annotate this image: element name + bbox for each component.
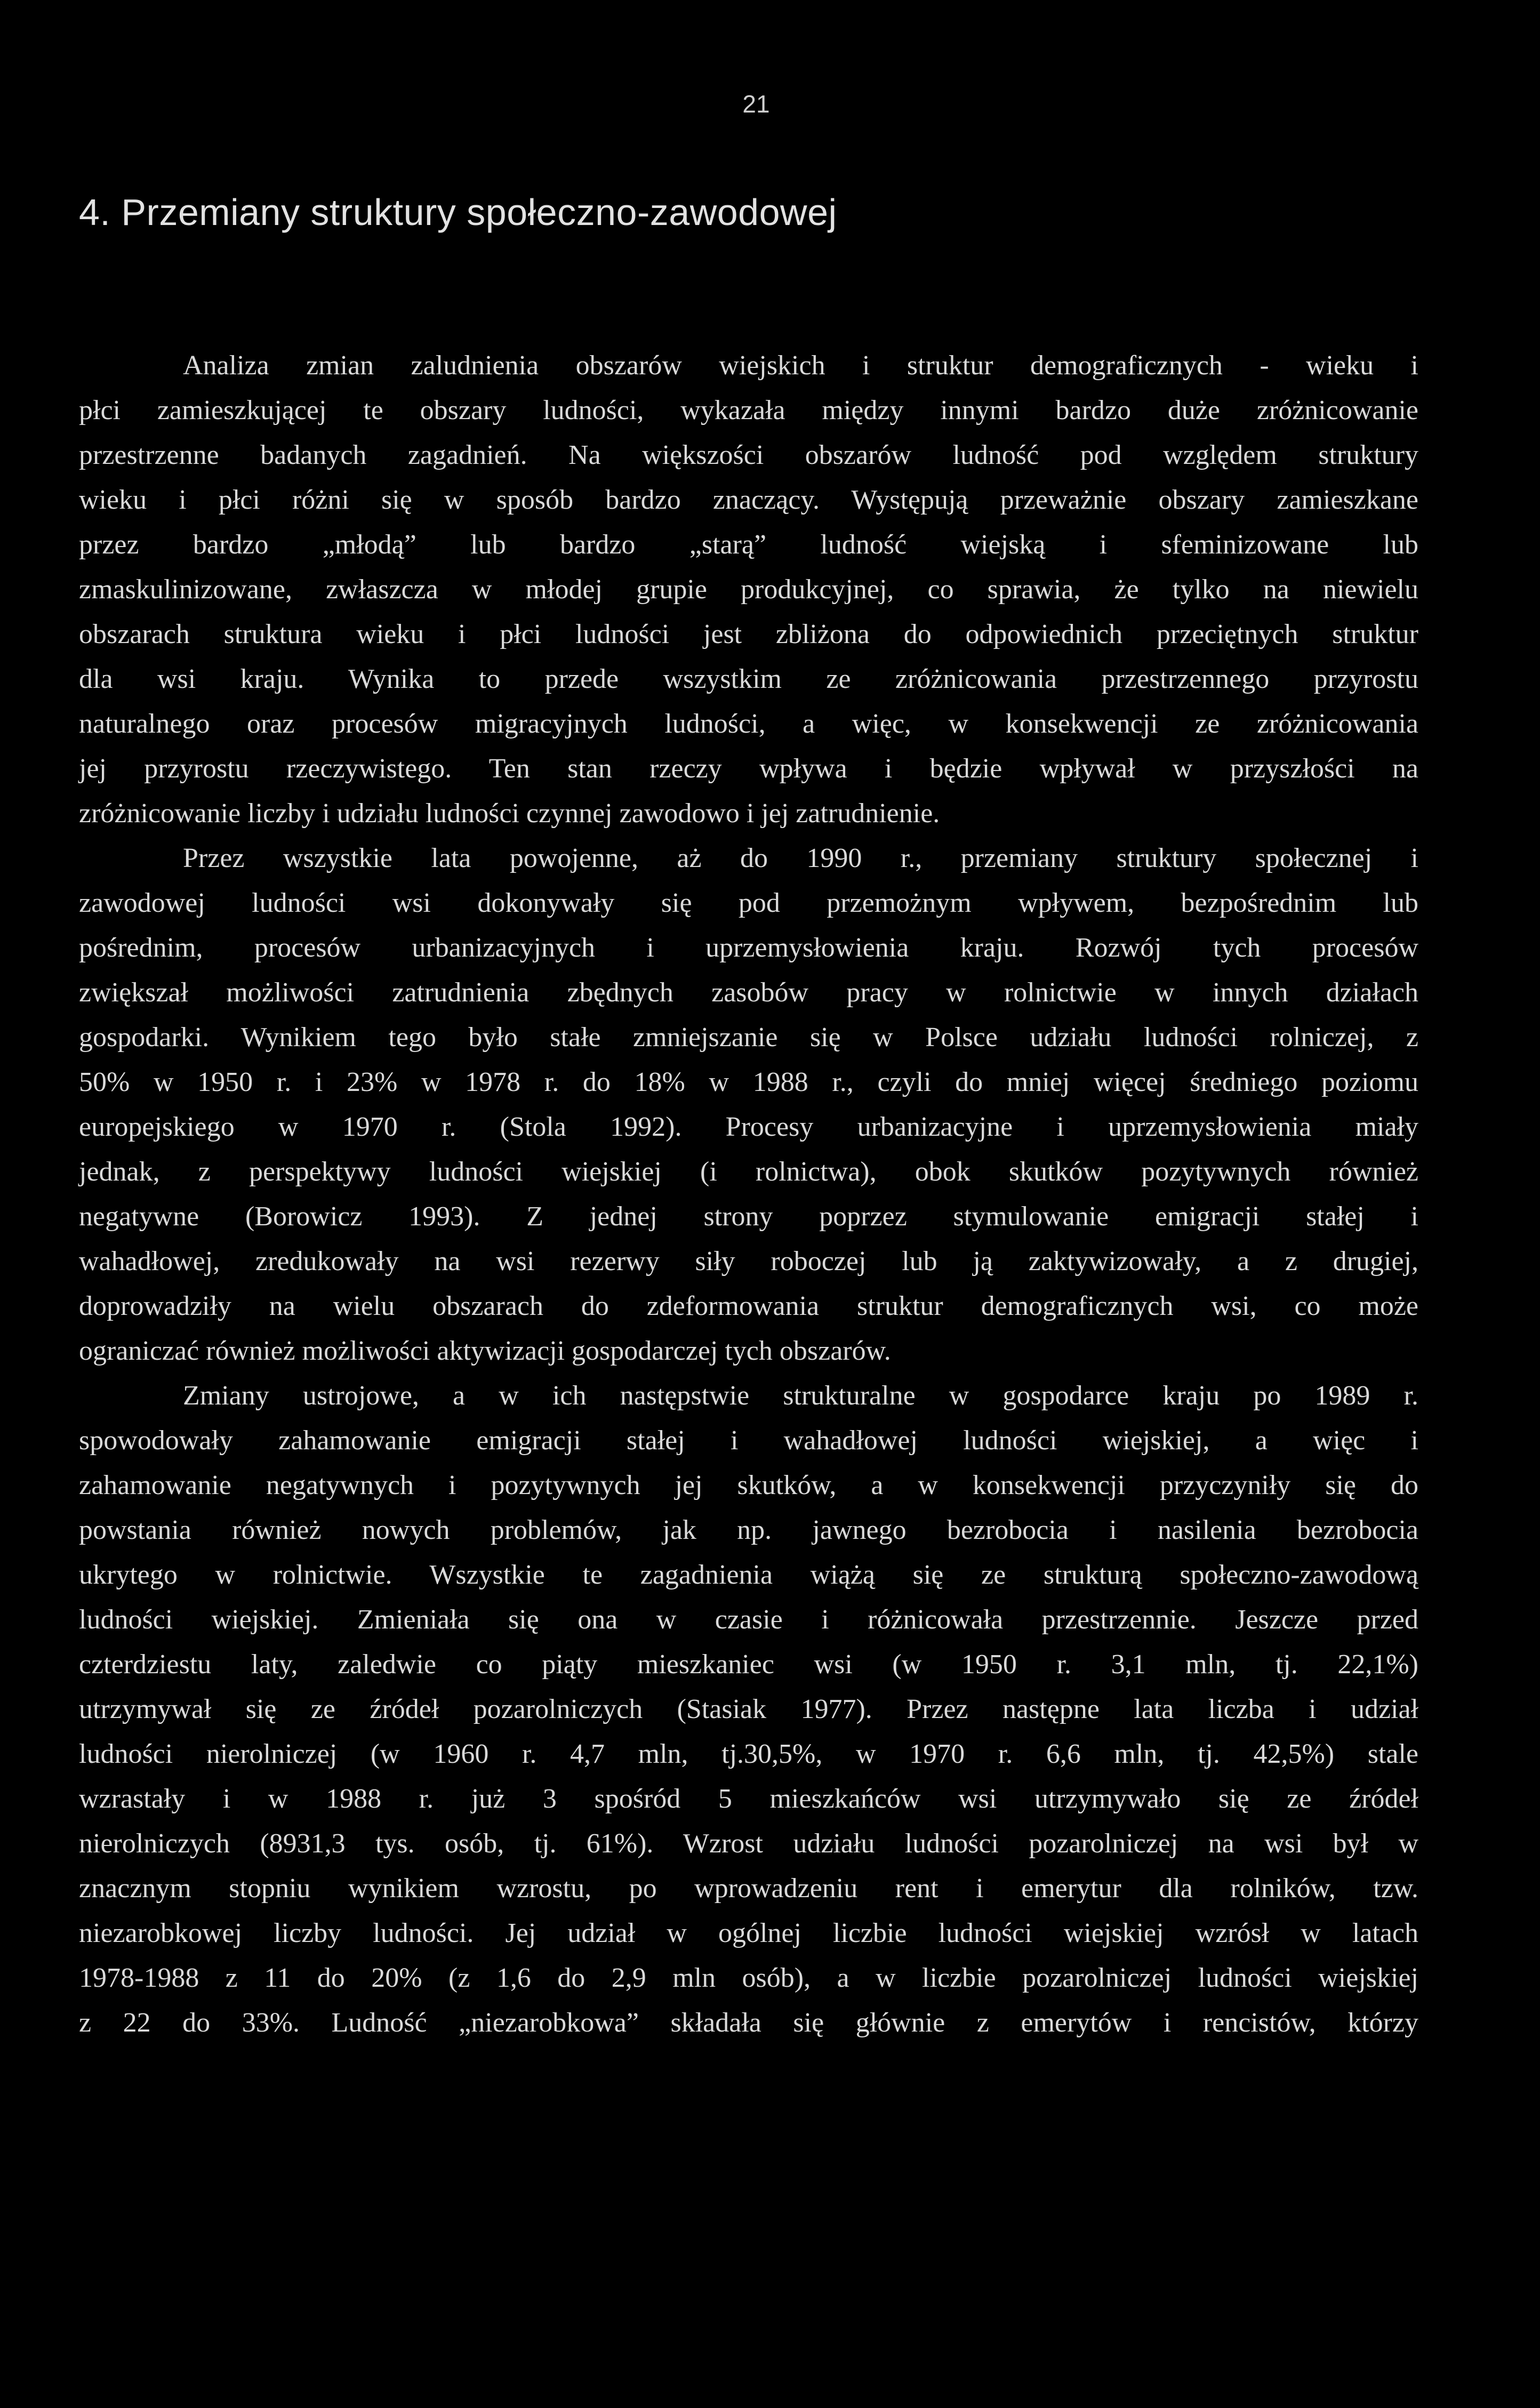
text-line: gospodarki. Wynikiem tego było stałe zmniejszanie się w Polsce udziału ludności rolniczej, z [79, 1022, 1418, 1053]
text-line: jednak, z perspektywy ludności wiejskiej (i rolnictwa), obok skutków pozytywnych również [79, 1157, 1418, 1187]
text-line: jej przyrostu rzeczywistego. Ten stan rzeczy wpływa i będzie wpływał w przyszłości na [79, 753, 1418, 784]
text-line: Zmiany ustrojowe, a w ich następstwie strukturalne w gospodarce kraju po 1989 r. [183, 1380, 1418, 1411]
text-line: wzrastały i w 1988 r. już 3 spośród 5 mieszkańców wsi utrzymywało się ze źródeł [79, 1784, 1418, 1814]
page-number: 21 [742, 90, 770, 118]
text-line: wahadłowej, zredukowały na wsi rezerwy siły roboczej lub ją zaktywizowały, a z drugiej, [79, 1246, 1418, 1277]
text-line: powstania również nowych problemów, jak np. jawnego bezrobocia i nasilenia bezrobocia [79, 1515, 1418, 1545]
text-line: obszarach struktura wieku i płci ludności jest zbliżona do odpowiednich przeciętnych struktur [79, 619, 1418, 649]
text-line: ukrytego w rolnictwie. Wszystkie te zagadnienia wiążą się ze strukturą społeczno-zawodową [79, 1560, 1418, 1590]
text-line: utrzymywał się ze źródeł pozarolniczych (Stasiak 1977). Przez następne lata liczba i udział [79, 1694, 1418, 1724]
chapter-title: 4. Przemiany struktury społeczno-zawodowej [79, 191, 837, 233]
text-line: ludności wiejskiej. Zmieniała się ona w czasie i różnicowała przestrzennie. Jeszcze przed [79, 1604, 1418, 1635]
text-line: ograniczać również możliwości aktywizacji gospodarczej tych obszarów. [79, 1336, 891, 1366]
text-line: znacznym stopniu wynikiem wzrostu, po wprowadzeniu rent i emerytur dla rolników, tzw. [79, 1873, 1418, 1904]
text-line: zróżnicowanie liczby i udziału ludności czynnej zawodowo i jej zatrudnienie. [79, 798, 940, 829]
text-line: negatywne (Borowicz 1993). Z jednej strony poprzez stymulowanie emigracji stałej i [79, 1201, 1418, 1232]
text-line: ludności nierolniczej (w 1960 r. 4,7 mln, tj.30,5%, w 1970 r. 6,6 mln, tj. 42,5%) stale [79, 1739, 1418, 1769]
text-line: zawodowej ludności wsi dokonywały się pod przemożnym wpływem, bezpośrednim lub [79, 888, 1418, 918]
text-line: niezarobkowej liczby ludności. Jej udział w ogólnej liczbie ludności wiejskiej wzrósł w latach [79, 1918, 1418, 1948]
text-line: Analiza zmian zaludnienia obszarów wiejskich i struktur demograficznych - wieku i [183, 350, 1418, 381]
text-line: Przez wszystkie lata powojenne, aż do 1990 r., przemiany struktury społecznej i [183, 843, 1418, 873]
text-line: europejskiego w 1970 r. (Stola 1992). Procesy urbanizacyjne i uprzemysłowienia miały [79, 1112, 1418, 1142]
text-line: 50% w 1950 r. i 23% w 1978 r. do 18% w 1988 r., czyli do mniej więcej średniego poziomu [79, 1067, 1418, 1097]
text-line: pośrednim, procesów urbanizacyjnych i uprzemysłowienia kraju. Rozwój tych procesów [79, 933, 1418, 963]
text-line: zahamowanie negatywnych i pozytywnych jej skutków, a w konsekwencji przyczyniły się do [79, 1470, 1418, 1500]
text-line: z 22 do 33%. Ludność „niezarobkowa” składała się głównie z emerytów i rencistów, którzy [79, 2008, 1418, 2038]
text-line: płci zamieszkującej te obszary ludności, wykazała między innymi bardzo duże zróżnicowanie [79, 395, 1418, 426]
text-line: zwiększał możliwości zatrudnienia zbędnych zasobów pracy w rolnictwie w innych działach [79, 977, 1418, 1008]
text-line: zmaskulinizowane, zwłaszcza w młodej grupie produkcyjnej, co sprawia, że tylko na niewielu [79, 574, 1418, 605]
text-line: dla wsi kraju. Wynika to przede wszystkim ze zróżnicowania przestrzennego przyrostu [79, 664, 1418, 694]
text-line: czterdziestu laty, zaledwie co piąty mieszkaniec wsi (w 1950 r. 3,1 mln, tj. 22,1%) [79, 1649, 1418, 1680]
body-text [79, 343, 1418, 2045]
text-line: spowodowały zahamowanie emigracji stałej i wahadłowej ludności wiejskiej, a więc i [79, 1425, 1418, 1456]
text-line: przestrzenne badanych zagadnień. Na większości obszarów ludność pod względem struktury [79, 440, 1418, 470]
text-line: doprowadziły na wielu obszarach do zdeformowania struktur demograficznych wsi, co może [79, 1291, 1418, 1321]
text-line: 1978-1988 z 11 do 20% (z 1,6 do 2,9 mln osób), a w liczbie pozarolniczej ludności wiejskiej [79, 1963, 1418, 1993]
text-line: wieku i płci różni się w sposób bardzo znaczący. Występują przeważnie obszary zamieszkane [79, 485, 1418, 515]
text-line: przez bardzo „młodą” lub bardzo „starą” ludność wiejską i sfeminizowane lub [79, 529, 1418, 560]
text-line: naturalnego oraz procesów migracyjnych ludności, a więc, w konsekwencji ze zróżnicowania [79, 709, 1418, 739]
text-line: nierolniczych (8931,3 tys. osób, tj. 61%). Wzrost udziału ludności pozarolniczej na wsi był w [79, 1828, 1418, 1859]
